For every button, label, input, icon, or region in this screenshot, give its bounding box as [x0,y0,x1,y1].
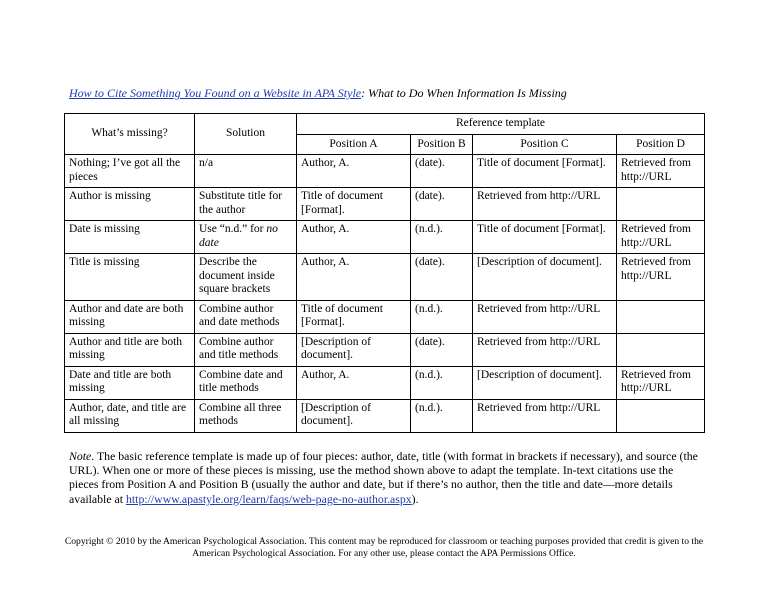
cell-missing: Author is missing [65,188,195,221]
table-row [65,366,705,399]
cell-position-d: Retrieved from http://URL [617,366,705,399]
cell-position-d [617,188,705,221]
cell-missing: Title is missing [65,254,195,301]
cell-position-c: [Description of document]. [473,254,617,301]
header-position-a: Position A [297,134,411,155]
cell-missing: Author, date, and title are all missing [65,399,195,432]
table-row [65,221,705,254]
cell-solution: Combine author and title methods [195,333,297,366]
note-tail: ). [411,491,419,506]
table-note [69,449,699,506]
cell-solution [195,221,297,254]
header-position-b: Position B [411,134,473,155]
cell-position-b: (date). [411,155,473,188]
header-position-d: Position D [617,134,705,155]
cell-position-b: (n.d.). [411,366,473,399]
table-row [65,155,705,188]
cell-missing: Author and date are both missing [65,300,195,333]
header-solution: Solution [195,114,297,155]
cell-position-a: Author, A. [297,155,411,188]
table-row [65,254,705,301]
note-text: . The basic reference template is made up of four pieces: author, date, title (with format in brackets if necessary), and source (the URL). When one or more of these pieces is missing, use the method shown above to adapt the template. In-text citations use the pieces from Position A and Position B (usually the author and date, but if there’s no author, then the title and date—more details available at [69,449,698,506]
table-row [65,300,705,333]
cell-position-a: Title of document [Format]. [297,300,411,333]
cell-missing: Author and title are both missing [65,333,195,366]
table-row [65,333,705,366]
solution-emphasis: no date [199,223,278,249]
cell-position-d: Retrieved from http://URL [617,155,705,188]
cell-missing: Date and title are both missing [65,366,195,399]
cell-position-c: Retrieved from http://URL [473,300,617,333]
cell-position-d [617,333,705,366]
cell-position-a: Author, A. [297,254,411,301]
cell-position-b: (date). [411,188,473,221]
note-label: Note [69,449,92,463]
cell-missing: Date is missing [65,221,195,254]
cell-position-d: Retrieved from http://URL [617,221,705,254]
copyright-notice: Copyright © 2010 by the American Psychological Association. This content may be reproduced for classroom or teaching purposes provided that credit is given to the American Psychological Association. For any other use, please contact the APA Permissions Office. [64,536,704,559]
cell-position-b: (n.d.). [411,221,473,254]
cell-position-b: (n.d.). [411,300,473,333]
table-row [65,188,705,221]
cell-position-a: [Description of document]. [297,333,411,366]
cell-missing: Nothing; I’ve got all the pieces [65,155,195,188]
cell-position-b: (date). [411,333,473,366]
cell-solution: Combine date and title methods [195,366,297,399]
header-whats-missing: What’s missing? [65,114,195,155]
cell-solution: Substitute title for the author [195,188,297,221]
cell-solution: Describe the document inside square brackets [195,254,297,301]
header-position-c: Position C [473,134,617,155]
cell-position-c: Retrieved from http://URL [473,333,617,366]
cell-position-c: Title of document [Format]. [473,155,617,188]
cell-position-c: Retrieved from http://URL [473,188,617,221]
solution-text: Use “n.d.” for [199,223,267,235]
cell-position-d: Retrieved from http://URL [617,254,705,301]
cell-solution: n/a [195,155,297,188]
cell-position-d [617,399,705,432]
cell-position-b: (date). [411,254,473,301]
cell-position-d [617,300,705,333]
cell-position-c: [Description of document]. [473,366,617,399]
header-reference-template: Reference template [297,114,705,135]
note-link[interactable]: http://www.apastyle.org/learn/faqs/web-page-no-author.aspx [126,491,412,506]
cell-position-a: [Description of document]. [297,399,411,432]
cell-position-a: Author, A. [297,221,411,254]
cell-solution: Combine all three methods [195,399,297,432]
cell-position-a: Author, A. [297,366,411,399]
cell-position-b: (n.d.). [411,399,473,432]
title-subtitle: : What to Do When Information Is Missing [361,86,567,100]
page-title [69,86,567,101]
table-row [65,399,705,432]
reference-template-table [64,113,705,433]
cell-position-a: Title of document [Format]. [297,188,411,221]
cell-solution: Combine author and date methods [195,300,297,333]
cell-position-c: Retrieved from http://URL [473,399,617,432]
title-link[interactable]: How to Cite Something You Found on a Website in APA Style [69,86,362,100]
cell-position-c: Title of document [Format]. [473,221,617,254]
